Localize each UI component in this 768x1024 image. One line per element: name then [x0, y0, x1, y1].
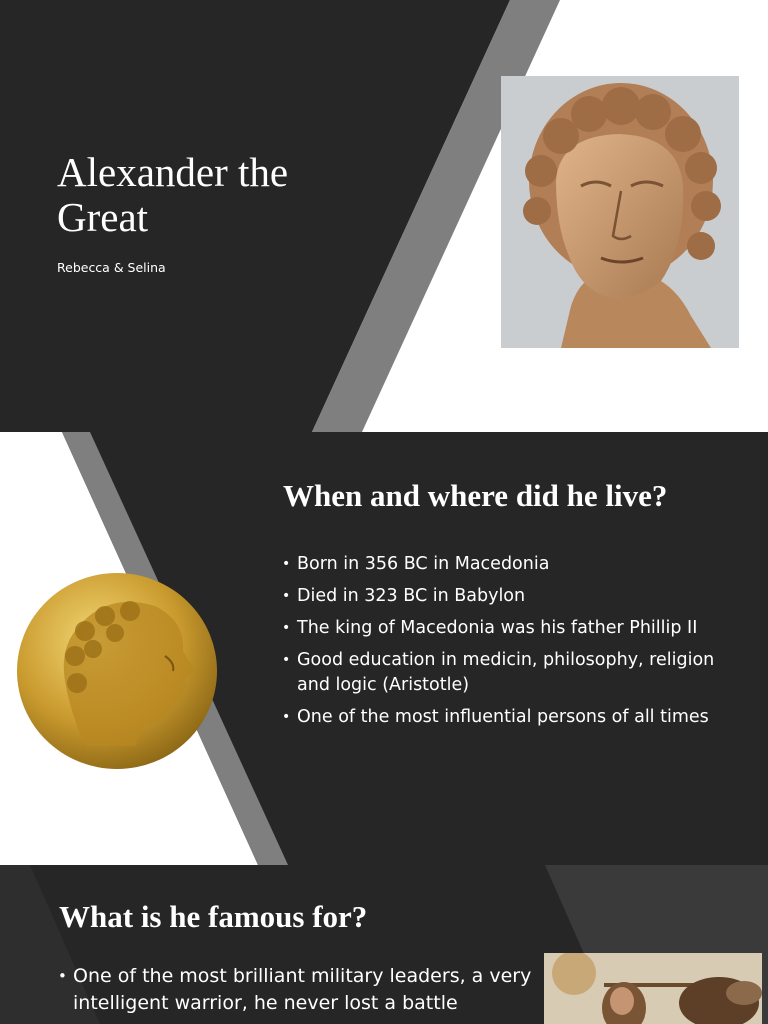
- slide-title: [0, 0, 768, 432]
- bullet-icon: •: [282, 620, 291, 636]
- mosaic-image: [544, 953, 762, 1024]
- bullet-icon: •: [282, 709, 291, 725]
- marble-bust-image: [501, 76, 739, 348]
- slide-famous-for: [0, 865, 768, 1024]
- bullet-icon: •: [282, 556, 291, 572]
- bullet-icon: •: [58, 967, 67, 985]
- slide-subtitle: Rebecca & Selina: [57, 260, 166, 275]
- list-item: • Good education in medicin, philosophy, religion and logic (Aristotle): [282, 650, 715, 695]
- bullet-icon: •: [282, 652, 291, 668]
- slide2-heading: When and where did he live?: [283, 478, 668, 513]
- slide-title-heading: Alexander the Great: [57, 149, 289, 240]
- list-item: • Died in 323 BC in Babylon: [282, 584, 752, 609]
- slide-when-where: [0, 432, 768, 865]
- list-item: • One of the most influential persons of all times: [282, 705, 752, 730]
- list-item: • Born in 356 BC in Macedonia: [282, 552, 752, 577]
- list-item: • One of the most brilliant military leaders, a very intelligent warrior, he never lost a battle: [58, 965, 532, 1014]
- slide2-bullet-list: [282, 552, 752, 737]
- list-item: • The king of Macedonia was his father Phillip II: [282, 616, 752, 641]
- bullet-icon: •: [282, 588, 291, 604]
- slide3-heading: What is he famous for?: [59, 899, 368, 934]
- gold-coin-image: [15, 571, 219, 771]
- slide3-bullet-list: [58, 963, 538, 1017]
